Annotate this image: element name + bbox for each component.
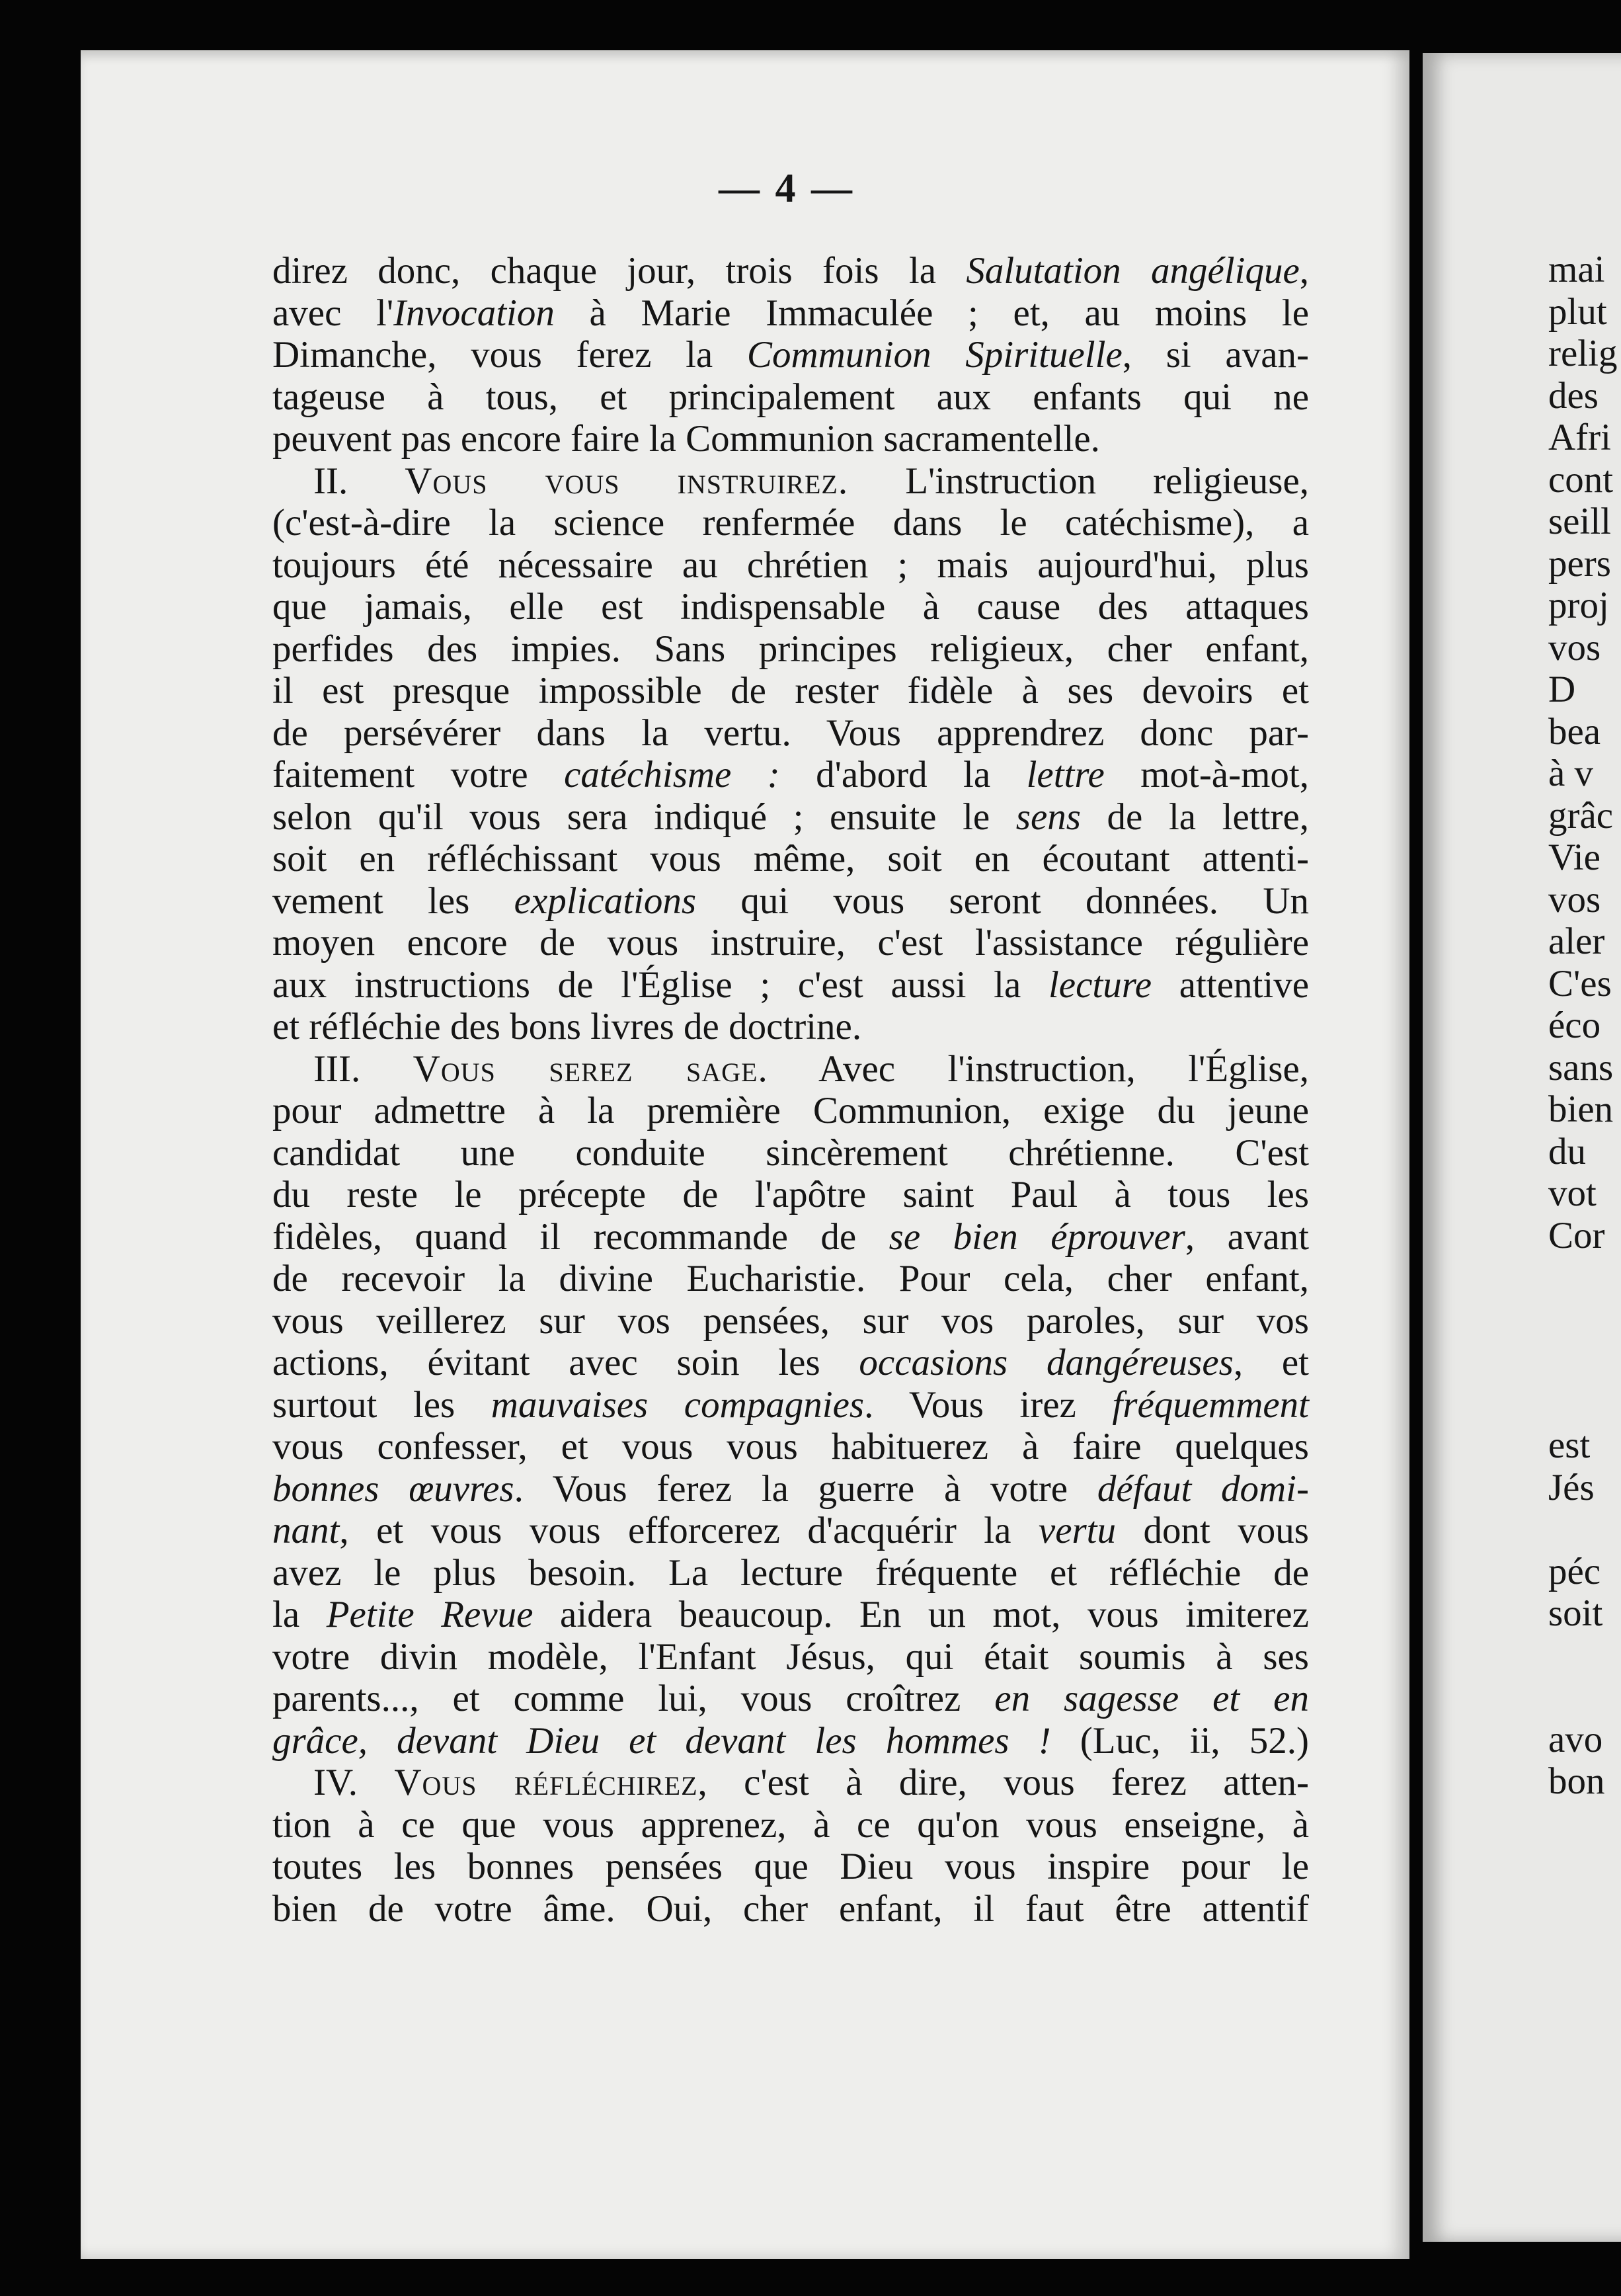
text-segment: vous veillerez sur vos pensées, sur vos paroles, sur vos <box>272 1299 1309 1342</box>
section-heading: Vous serez sage. <box>413 1047 768 1090</box>
text-line <box>272 1300 1309 1342</box>
text-line <box>272 460 1309 503</box>
text-segment: perfides des impies. Sans principes religieux, cher enfant, <box>272 628 1309 670</box>
text-segment: de recevoir la divine Eucharistie. Pour cela, cher enfant, <box>272 1258 1309 1299</box>
text-line <box>272 1426 1309 1468</box>
text-line <box>272 754 1309 796</box>
fragment-line: Jés <box>1548 1466 1595 1508</box>
italic-phrase: lecture <box>1048 964 1152 1006</box>
italic-phrase: sens <box>1015 796 1081 838</box>
text-line <box>272 1132 1309 1174</box>
text-line <box>272 292 1309 335</box>
text-segment: III. <box>313 1047 413 1090</box>
fragment-line <box>1548 1676 1621 1719</box>
text-line <box>272 334 1309 376</box>
text-segment: vement les <box>272 880 514 922</box>
text-segment: avez le plus besoin. La lecture fréquente et réfléchie de <box>272 1551 1309 1594</box>
text-line <box>272 502 1309 544</box>
fragment-line: proj <box>1548 585 1609 626</box>
fragment-line: grâc <box>1548 794 1614 837</box>
text-line <box>272 250 1309 292</box>
text-line <box>272 1090 1309 1132</box>
text-segment: parents..., et comme lui, vous croîtrez <box>272 1678 995 1719</box>
text-line <box>272 1048 1309 1090</box>
italic-phrase: lettre <box>1026 754 1105 796</box>
fragment-line: plut <box>1548 290 1607 333</box>
fragment-line: D <box>1548 669 1576 710</box>
text-segment: aux instructions de l'Église ; c'est aussi la <box>272 964 1048 1006</box>
fragment-line <box>1548 1340 1621 1383</box>
fragment-line <box>1548 1256 1621 1299</box>
fragment-line: du <box>1548 1130 1586 1172</box>
italic-phrase: grâce, devant Dieu et devant les hommes ! <box>272 1719 1051 1762</box>
text-segment: tageuse à tous, et principalement aux enfants qui ne <box>272 376 1309 418</box>
text-segment: , et vous vous efforcerez d'acquérir la <box>339 1510 1039 1551</box>
text-line <box>272 418 1309 460</box>
text-segment: II. <box>313 460 405 502</box>
text-line <box>272 1762 1309 1804</box>
text-segment: mot-à-mot, <box>1104 754 1310 796</box>
text-line <box>272 1720 1309 1762</box>
text-segment: Avec l'instruction, l'Église, <box>768 1047 1309 1090</box>
text-line <box>272 796 1309 839</box>
text-segment: d'abord la <box>779 754 1027 796</box>
text-line <box>272 1468 1309 1510</box>
section-heading: Vous vous instruirez. <box>405 460 849 502</box>
fragment-line: vos <box>1548 626 1601 669</box>
text-segment: IV. <box>313 1762 395 1803</box>
text-segment: de persévérer dans la vertu. Vous apprendrez donc par- <box>272 712 1309 754</box>
text-line <box>272 376 1309 419</box>
fragment-line: des <box>1548 374 1599 417</box>
text-segment: direz donc, chaque jour, trois fois la <box>272 250 967 292</box>
text-segment: , et <box>1233 1342 1309 1383</box>
text-segment: surtout les <box>272 1383 491 1426</box>
fragment-line: Vie <box>1548 837 1601 878</box>
italic-phrase: catéchisme : <box>564 754 780 796</box>
text-segment: à Marie Immaculée ; et, au moins le <box>554 292 1309 334</box>
text-segment: la <box>272 1594 327 1635</box>
text-segment: aidera beaucoup. En un mot, vous imiterez <box>533 1594 1309 1635</box>
text-segment: moyen encore de vous instruire, c'est l'assistance régulière <box>272 922 1309 964</box>
text-segment: qui vous seront données. Un <box>696 880 1310 922</box>
fragment-line: aler <box>1548 921 1605 962</box>
text-segment: selon qu'il vous sera indiqué ; ensuite le <box>272 796 1016 838</box>
text-segment: actions, évitant avec soin les <box>272 1342 859 1383</box>
fragment-line <box>1548 1508 1621 1551</box>
text-segment: peuvent pas encore faire la Communion sacramentelle. <box>272 418 1100 460</box>
italic-phrase: se bien éprouver <box>889 1215 1185 1258</box>
text-line <box>272 1174 1309 1216</box>
text-line <box>272 922 1309 964</box>
text-segment: . Vous ferez la guerre à votre <box>514 1467 1097 1510</box>
text-segment: , si avan- <box>1122 334 1309 376</box>
italic-phrase: explications <box>514 880 697 922</box>
fragment-line: sans <box>1548 1046 1614 1088</box>
body-text <box>272 250 1309 1930</box>
right-page-text-fragment <box>1548 249 1621 1803</box>
text-segment: fidèles, quand il recommande de <box>272 1215 889 1258</box>
text-line <box>272 1636 1309 1678</box>
italic-phrase: bonnes œuvres <box>272 1467 514 1510</box>
text-segment: , avant <box>1185 1215 1310 1258</box>
fragment-line: avo <box>1548 1718 1603 1760</box>
fragment-line <box>1548 1383 1621 1425</box>
italic-phrase: Salutation angélique <box>966 250 1300 292</box>
italic-phrase: nant <box>272 1510 340 1551</box>
fragment-line: éco <box>1548 1004 1601 1046</box>
fragment-line: vot <box>1548 1172 1597 1214</box>
text-line <box>272 1258 1309 1300</box>
fragment-line <box>1548 1635 1621 1677</box>
text-segment: , c'est à dire, vous ferez atten- <box>697 1762 1309 1803</box>
text-line <box>272 1006 1309 1048</box>
italic-phrase: vertu <box>1038 1510 1117 1551</box>
text-line <box>272 964 1309 1006</box>
italic-phrase: occasions dangéreuses <box>859 1342 1234 1383</box>
text-segment: dont vous <box>1116 1510 1309 1551</box>
text-segment: (c'est-à-dire la science renfermée dans le catéchisme), a <box>272 502 1309 544</box>
text-line <box>272 1846 1309 1888</box>
text-segment: tion à ce que vous apprenez, à ce qu'on vous enseigne, à <box>272 1803 1309 1846</box>
text-line <box>272 1216 1309 1258</box>
text-segment: . Vous irez <box>864 1383 1113 1426</box>
text-line <box>272 1384 1309 1426</box>
italic-phrase: Petite Revue <box>326 1594 534 1635</box>
text-line <box>272 1804 1309 1846</box>
text-segment: toutes les bonnes pensées que Dieu vous inspire pour le <box>272 1846 1309 1887</box>
text-segment: candidat une conduite sincèrement chrétienne. C'est <box>272 1131 1309 1174</box>
fragment-line: vos <box>1548 878 1601 921</box>
fragment-line: bon <box>1548 1760 1605 1802</box>
text-segment: de la lettre, <box>1080 796 1309 838</box>
fragment-line: relig <box>1548 333 1618 374</box>
italic-phrase: fréquemment <box>1112 1383 1310 1426</box>
fragment-line: est <box>1548 1424 1591 1466</box>
text-segment: bien de votre âme. Oui, cher enfant, il faut être attentif <box>272 1887 1309 1930</box>
text-segment: faitement votre <box>272 754 565 796</box>
fragment-line: pers <box>1548 542 1611 585</box>
text-line <box>272 586 1309 628</box>
text-segment: votre divin modèle, l'Enfant Jésus, qui était soumis à ses <box>272 1635 1309 1678</box>
section-heading: Vous réfléchirez <box>394 1762 698 1803</box>
text-segment: (Luc, ii, 52.) <box>1050 1719 1309 1762</box>
fragment-line <box>1548 1299 1621 1341</box>
text-line <box>272 1342 1309 1384</box>
italic-phrase: Communion Spirituelle <box>746 334 1123 376</box>
fragment-line: C'es <box>1548 962 1612 1004</box>
text-line <box>272 1552 1309 1594</box>
text-segment: soit en réfléchissant vous même, soit en écoutant attenti- <box>272 838 1309 880</box>
fragment-line: mai <box>1548 249 1605 290</box>
fragment-line: péc <box>1548 1550 1601 1592</box>
text-line <box>272 628 1309 671</box>
fragment-line: soit <box>1548 1592 1603 1634</box>
page-number: — 4 — <box>719 166 855 211</box>
text-line <box>272 838 1309 880</box>
text-segment: Dimanche, vous ferez la <box>272 334 747 376</box>
text-segment: vous confesser, et vous vous habituerez à faire quelques <box>272 1426 1309 1467</box>
text-line <box>272 1594 1309 1636</box>
fragment-line: à v <box>1548 753 1594 794</box>
text-segment: pour admettre à la première Communion, exige du jeune <box>272 1090 1309 1131</box>
fragment-line: bien <box>1548 1088 1614 1130</box>
text-line <box>272 1510 1309 1552</box>
text-segment: avec l' <box>272 292 394 334</box>
italic-phrase: en sagesse et en <box>994 1678 1309 1719</box>
italic-phrase: Invocation <box>393 292 555 334</box>
italic-phrase: mauvaises compagnies <box>491 1383 865 1426</box>
fragment-line: seill <box>1548 501 1611 542</box>
text-segment: il est presque impossible de rester fidèle à ses devoirs et <box>272 670 1309 712</box>
text-segment: du reste le précepte de l'apôtre saint Paul à tous les <box>272 1174 1309 1215</box>
italic-phrase: défaut domi- <box>1097 1467 1309 1510</box>
text-segment: L'instruction religieuse, <box>848 460 1309 502</box>
text-line <box>272 1888 1309 1930</box>
text-segment: , <box>1299 250 1309 292</box>
fragment-line: Cor <box>1548 1214 1605 1256</box>
text-segment: toujours été nécessaire au chrétien ; mais aujourd'hui, plus <box>272 544 1309 586</box>
fragment-line: Afri <box>1548 417 1611 458</box>
text-line <box>272 670 1309 712</box>
text-line <box>272 712 1309 755</box>
text-segment: attentive <box>1152 964 1309 1006</box>
text-line <box>272 880 1309 922</box>
text-line <box>272 1678 1309 1720</box>
fragment-line: bea <box>1548 710 1601 753</box>
text-segment: et réfléchie des bons livres de doctrine. <box>272 1006 862 1047</box>
text-segment: que jamais, elle est indispensable à cause des attaques <box>272 586 1309 628</box>
text-line <box>272 544 1309 587</box>
fragment-line: cont <box>1548 458 1614 501</box>
